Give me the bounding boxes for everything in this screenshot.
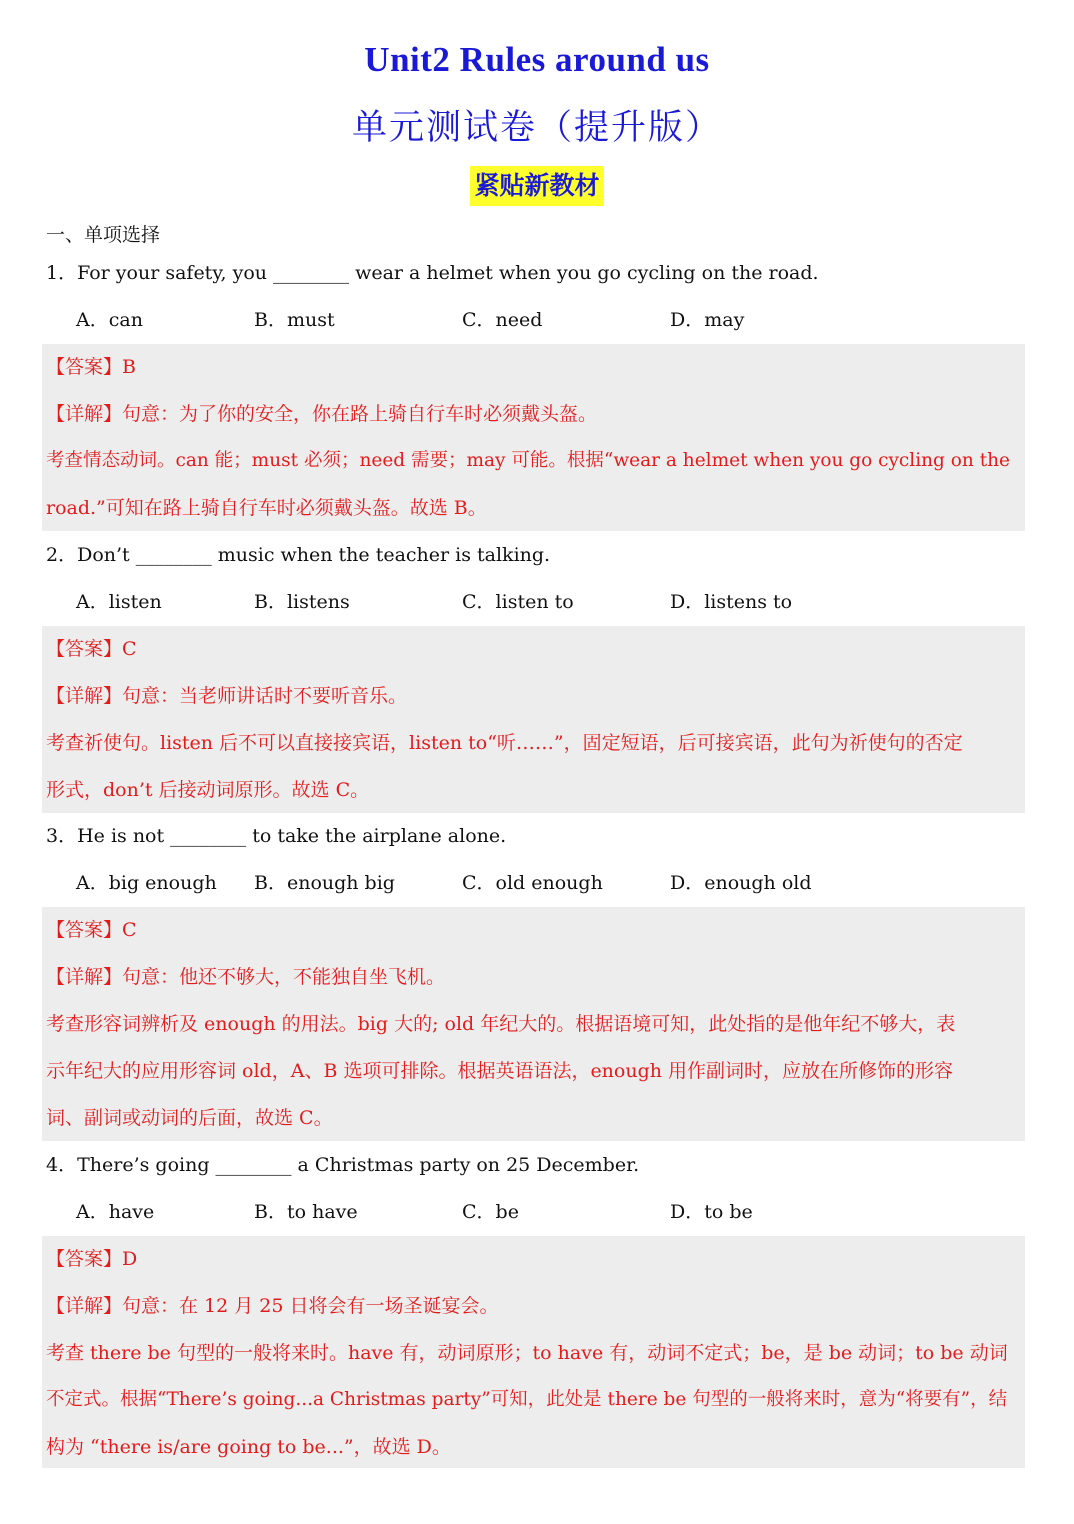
title-english: Unit2 Rules around us — [364, 40, 710, 79]
question-4-option-c: C．be — [462, 1201, 519, 1223]
question-1-option-c: C．need — [462, 309, 543, 331]
question-4-text: There’s going ________ a Christmas party on 25 December. — [77, 1154, 640, 1176]
question-4-option-b: B．to have — [254, 1201, 358, 1223]
question-1-option-a: A．can — [76, 309, 143, 331]
question-1-number: 1． — [46, 262, 78, 284]
title-chinese: 单元测试卷（提升版） — [351, 108, 722, 148]
question-3-answer: 【答案】C — [46, 919, 137, 941]
question-2-answer-box — [42, 626, 1025, 813]
question-3-stem — [46, 821, 506, 851]
question-4-number: 4． — [46, 1154, 78, 1176]
question-4-explanation-line-2: 考查 there be 句型的一般将来时。have 有，动词原形；to have 有，动词不定式；be，是 be 动词；to be 动词 — [46, 1342, 1008, 1364]
question-3-option-b: B．enough big — [254, 872, 395, 894]
question-3-option-c: C．old enough — [462, 872, 603, 894]
question-3-explanation-line-1: 【详解】句意：他还不够大，不能独自坐飞机。 — [46, 966, 446, 988]
question-2-explanation-line-2: 考查祈使句。listen 后不可以直接接宾语，listen to“听……”，固定短语，后可接宾语，此句为祈使句的否定 — [46, 732, 963, 754]
question-1-answer-box — [42, 344, 1025, 531]
question-4-answer: 【答案】D — [46, 1248, 138, 1270]
question-1-explanation-line-1: 【详解】句意：为了你的安全，你在路上骑自行车时必须戴头盔。 — [46, 403, 598, 425]
question-2-option-c: C．listen to — [462, 591, 574, 613]
question-1-answer: 【答案】B — [46, 356, 136, 378]
question-3-option-d: D．enough old — [670, 872, 812, 894]
question-3-explanation-line-4: 词、副词或动词的后面，故选 C。 — [46, 1107, 333, 1129]
question-1-option-b: B．must — [254, 309, 335, 331]
question-1-explanation-line-3: road.”可知在路上骑自行车时必须戴头盔。故选 B。 — [46, 497, 487, 519]
question-4-option-d: D．to be — [670, 1201, 753, 1223]
question-1-explanation-line-2: 考查情态动词。can 能；must 必须；need 需要；may 可能。根据“wear a helmet when you go cycling on the — [46, 450, 1010, 471]
question-2-answer: 【答案】C — [46, 638, 137, 660]
question-2-explanation-line-1: 【详解】句意：当老师讲话时不要听音乐。 — [46, 685, 408, 707]
question-1-text: For your safety, you ________ wear a helmet when you go cycling on the road. — [77, 262, 819, 284]
question-4-explanation-line-1: 【详解】句意：在 12 月 25 日将会有一场圣诞宴会。 — [46, 1295, 499, 1317]
tagline-highlight: 紧贴新教材 — [470, 166, 603, 206]
question-2-option-b: B．listens — [254, 591, 350, 613]
section-heading: 一、单项选择 — [46, 224, 161, 246]
question-4-explanation-line-4: 构为 “there is/are going to be...”，故选 D。 — [46, 1436, 451, 1458]
question-2-number: 2． — [46, 544, 78, 566]
question-3-explanation-line-2: 考查形容词辨析及 enough 的用法。big 大的; old 年纪大的。根据语境可知，此处指的是他年纪不够大，表 — [46, 1013, 956, 1035]
question-2-explanation-line-3: 形式，don’t 后接动词原形。故选 C。 — [46, 779, 370, 801]
question-3-explanation-line-3: 示年纪大的应用形容词 old，A、B 选项可排除。根据英语语法，enough 用作副词时，应放在所修饰的形容 — [46, 1060, 954, 1082]
question-3-text: He is not ________ to take the airplane alone. — [77, 825, 507, 847]
question-1-stem — [46, 258, 819, 288]
question-2-stem — [46, 540, 550, 570]
question-4-explanation-line-3: 不定式。根据“There’s going...a Christmas party”可知，此处是 there be 句型的一般将来时，意为“将要有”，结 — [46, 1389, 1008, 1410]
question-1-option-d: D．may — [670, 309, 745, 331]
question-2-option-d: D．listens to — [670, 591, 793, 613]
question-3-option-a: A．big enough — [76, 872, 217, 894]
question-2-option-a: A．listen — [76, 591, 162, 613]
question-4-stem — [46, 1150, 639, 1180]
question-3-number: 3． — [46, 825, 78, 847]
question-4-option-a: A．have — [76, 1201, 155, 1223]
question-2-text: Don’t ________ music when the teacher is talking. — [77, 544, 551, 566]
question-3-answer-box — [42, 907, 1025, 1141]
question-4-answer-box — [42, 1236, 1025, 1468]
tagline-wrapper — [0, 166, 1074, 206]
